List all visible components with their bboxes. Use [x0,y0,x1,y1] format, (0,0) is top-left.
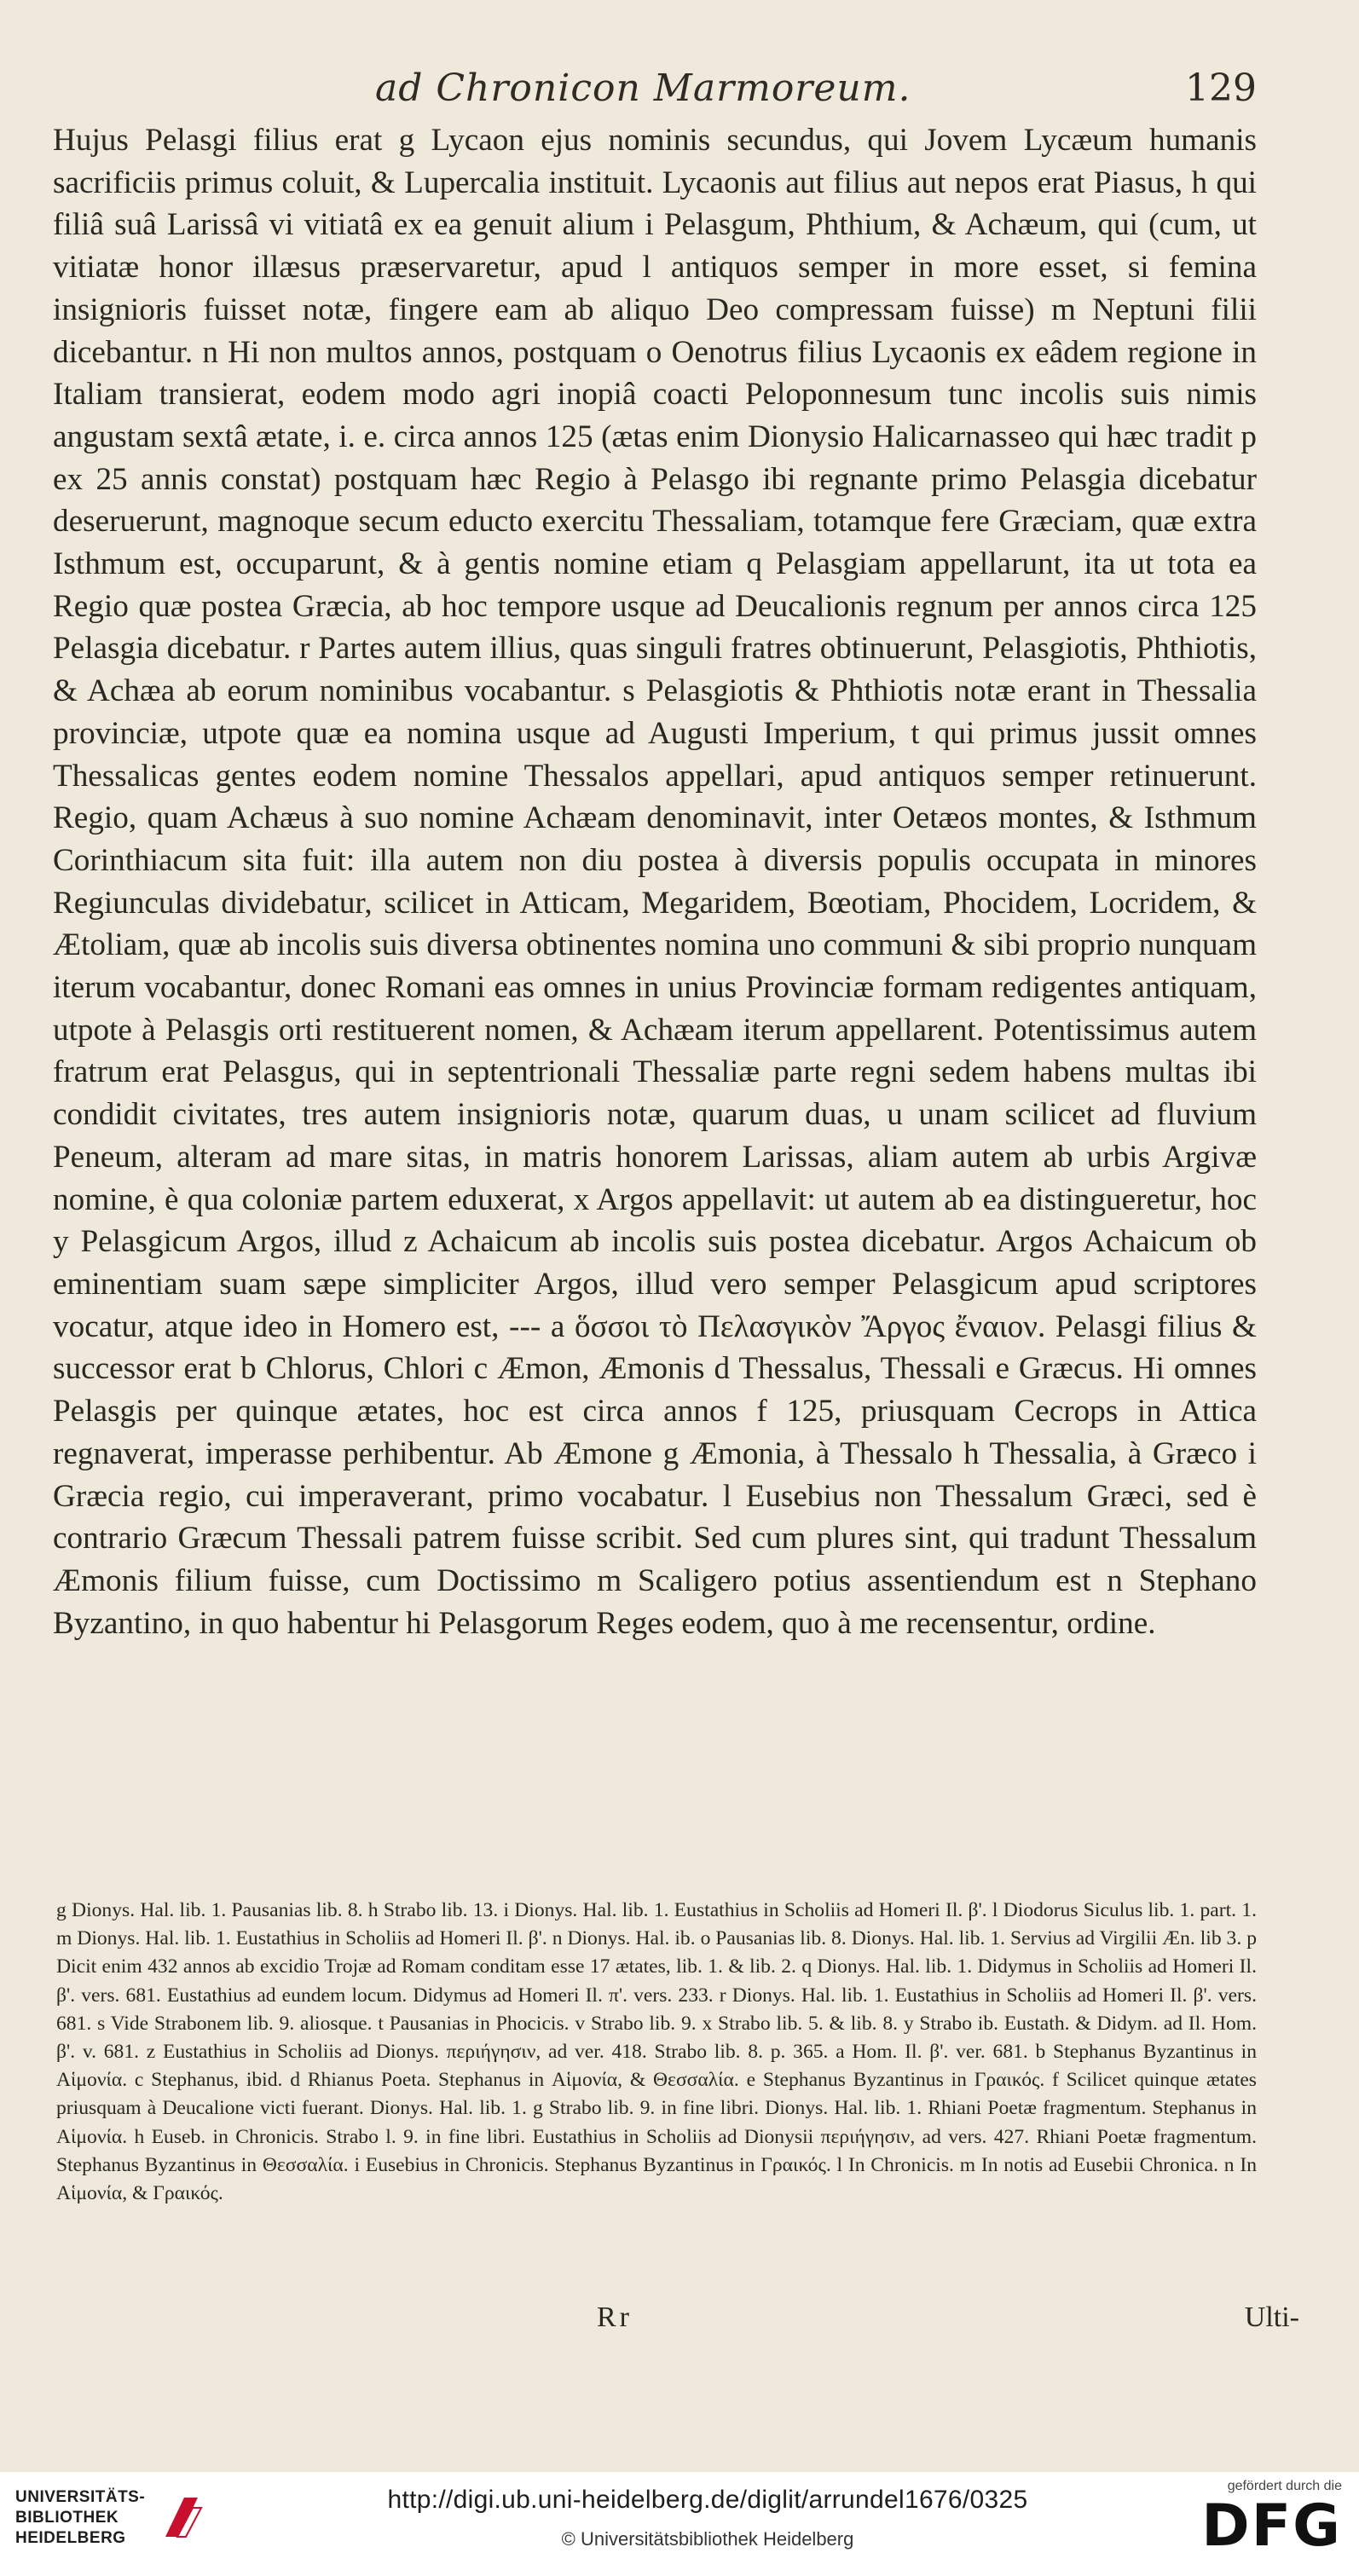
library-logo [15,2487,194,2564]
library-mark-icon [159,2492,205,2544]
running-head [51,66,1308,118]
dfg-logo [1171,2479,1342,2569]
dfg-wordmark: DFG [1201,2492,1342,2560]
footnotes-paragraph: g Dionys. Hal. lib. 1. Pausanias lib. 8. h Strabo lib. 13. i Dionys. Hal. lib. 1. Eustathius in Scholiis ad Homeri Il. β'. l Diodorus Siculus lib. 1. part. 1. m Dionys. Hal. lib. 1. Eustathius in Scholiis ad Homeri Il. β'. n Dionys. Hal. ib. o Pausanias lib. 8. Dionys. Hal. lib. 1. Servius ad Virgilii Æn. lib 3. p Dicit enim 432 annos ab excidio Trojæ ad Romam conditam esse 17 ætates, lib. 1. & lib. 2. q Dionys. Hal. lib. 1. Didymus in Scholiis ad Homeri Il. β'. vers. 681. Eustathius ad eundem locum. Didymus ad Homeri Il. π'. vers. 233. r Dionys. Hal. lib. 1. Eustathius in Scholiis ad Homeri Il. β'. vers. 681. s Vide Strabonem lib. 9. aliosque. t Pausanias in Phocicis. v Strabo lib. 9. x Strabo lib. 5. & lib. 8. y Strabo ib. Eustath. & Didym. ad Il. Hom. β'. v. 681. z Eustathius in Scholiis ad Dionys. περιήγησιν, ad ver. 418. Strabo lib. 8. p. 365. a Hom. Il. β'. ver. 681. b Stephanus Byzantinus in Αἱμονία. c Stephanus, ibid. d Rhianus Poeta. Stephanus in Αἱμονία, & Θεσσαλία. e Stephanus Byzantinus in Γραικός. f Scilicet quinque ætates priusquam à Deucalione victi fuerant. Dionys. Hal. lib. 1. g Strabo lib. 9. in fine libri. Dionys. Hal. lib. 1. Rhiani Poetæ fragmentum. Stephanus in Αἱμονία. h Euseb. in Chronicis. Strabo l. 9. in fine libri. Eustathius in Scholiis ad Dionysii περιήγησιν, ad vers. 427. Rhiani Poetæ fragmentum. Stephanus Byzantinus in Θεσσαλία. i Eusebius in Chronicis. Stephanus Byzantinus in Γραικός. l In Chronicis. m In notis ad Eusebii Chronica. n In Αἱμονία, & Γραικός. [56,1899,1257,2205]
library-name-line: UNIVERSITÄTS- [15,2488,146,2506]
footnotes [56,1897,1257,2208]
running-title: ad Chronicon Marmoreum. [375,66,911,110]
page-number: 129 [1185,66,1257,110]
main-text [53,119,1257,1644]
permalink-url[interactable]: http://digi.ub.uni-heidelberg.de/diglit/arrundel1676/0325 [387,2486,1028,2514]
library-name-line: HEIDELBERG [15,2529,126,2547]
copyright-notice: © Universitätsbibliothek Heidelberg [561,2528,854,2550]
funding-caption: gefördert durch die [1227,2479,1342,2493]
catchword: Ulti- [1244,2302,1299,2333]
main-paragraph: Hujus Pelasgi filius erat g Lycaon ejus nominis secundus, qui Jovem Lycæum humanis sacrificiis primus coluit, & Lupercalia instituit. Lycaonis aut filius aut nepos erat Piasus, h qui filiâ suâ Larissâ vi vitiatâ ex ea genuit alium i Pelasgum, Phthium, & Achæum, qui (cum, ut vitiatæ honor illæsus præservaretur, apud l antiquos semper in more esset, si femina insignioris fuisset notæ, fingere eam ab aliquo Deo compressam fuisse) m Neptuni filii dicebantur. n Hi non multos annos, postquam o Oenotrus filius Lycaonis ex eâdem regione in Italiam transierat, eodem modo agri inopiâ coacti Peloponnesum tunc incolis suis nimis angustam sextâ ætate, i. e. circa annos 125 (ætas enim Dionysio Halicarnasseo qui hæc tradit p ex 25 annis constat) postquam hæc Regio à Pelasgo ibi regnante primo Pelasgia dicebatur deseruerunt, magnoque secum educto exercitu Thessaliam, totamque fere Græciam, quæ extra Isthmum est, occuparunt, & à gentis nomine etiam q Pelasgiam appellarunt, ita ut tota ea Regio quæ postea Græcia, ab hoc tempore usque ad Deucalionis regnum per annos circa 125 Pelasgia dicebatur. r Partes autem illius, quas singuli fratres obtinuerunt, Pelasgiotis, Phthiotis, & Achæa ab eorum nominibus vocabantur. s Pelasgiotis & Phthiotis notæ erant in Thessalia provinciæ, utpote quæ ea nomina usque ad Augusti Imperium, t qui primus jussit omnes Thessalicas gentes eodem nomine Thessalos appellari, apud antiquos semper retinuerunt. Regio, quam Achæus à suo nomine Achæam denominavit, inter Oetæos montes, & Isthmum Corinthiacum sita fuit: illa autem non diu postea à diversis populis occupata in minores Regiunculas dividebatur, scilicet in Atticam, Megaridem, Bœotiam, Phocidem, Locridem, & Ætoliam, quæ ab incolis suis diversa obtinentes nomina uno communi & sibi proprio nunquam iterum vocabantur, donec Romani eas omnes in unius Provinciæ formam redigentes antiquam, utpote à Pelasgis orti restituerent nomen, & Achæam iterum appellarent. Potentissimus autem fratrum erat Pelasgus, qui in septentrionali Thessaliæ parte regni sedem habens multas ibi condidit civitates, tres autem insignioris notæ, quarum duas, u unam scilicet ad fluvium Peneum, alteram ad mare sitas, in matris honorem Larissas, aliam autem ab urbis Argivæ nomine, è qua coloniæ partem eduxerat, x Argos appellavit: ut autem ab ea distingueretur, hoc y Pelasgicum Argos, illud z Achaicum ab incolis suis postea dicebatur. Argos Achaicum ob eminentiam suam sæpe simpliciter Argos, illud vero semper Pelasgicum apud scriptores vocatur, atque ideo in Homero est, --- a ὅσσοι τὸ Πελασγικὸν Ἄργος ἔναιον. Pelasgi filius & successor erat b Chlorus, Chlori c Æmon, Æmonis d Thessalus, Thessali e Græcus. Hi omnes Pelasgis per quinque ætates, hoc est circa annos f 125, priusquam Cecrops in Attica regnaverat, imperasse perhibentur. Ab Æmone g Æmonia, à Thessalo h Thessalia, à Græco i Græcia regio, cui imperaverant, primo vocabatur. l Eusebius non Thessalum Græci, sed è contrario Græcum Thessali patrem fuisse scribit. Sed cum plures sint, qui tradunt Thessalum Æmonis filium fuisse, cum Doctissimo m Scaligero potius assentiendum est n Stephano Byzantino, in quo habentur hi Pelasgorum Reges eodem, quo à me recensentur, ordine. [53,123,1257,1641]
library-name-line: BIBLIOTHEK [15,2509,119,2527]
signature-mark: Rr [597,2302,633,2333]
viewer-footer [0,2472,1359,2576]
